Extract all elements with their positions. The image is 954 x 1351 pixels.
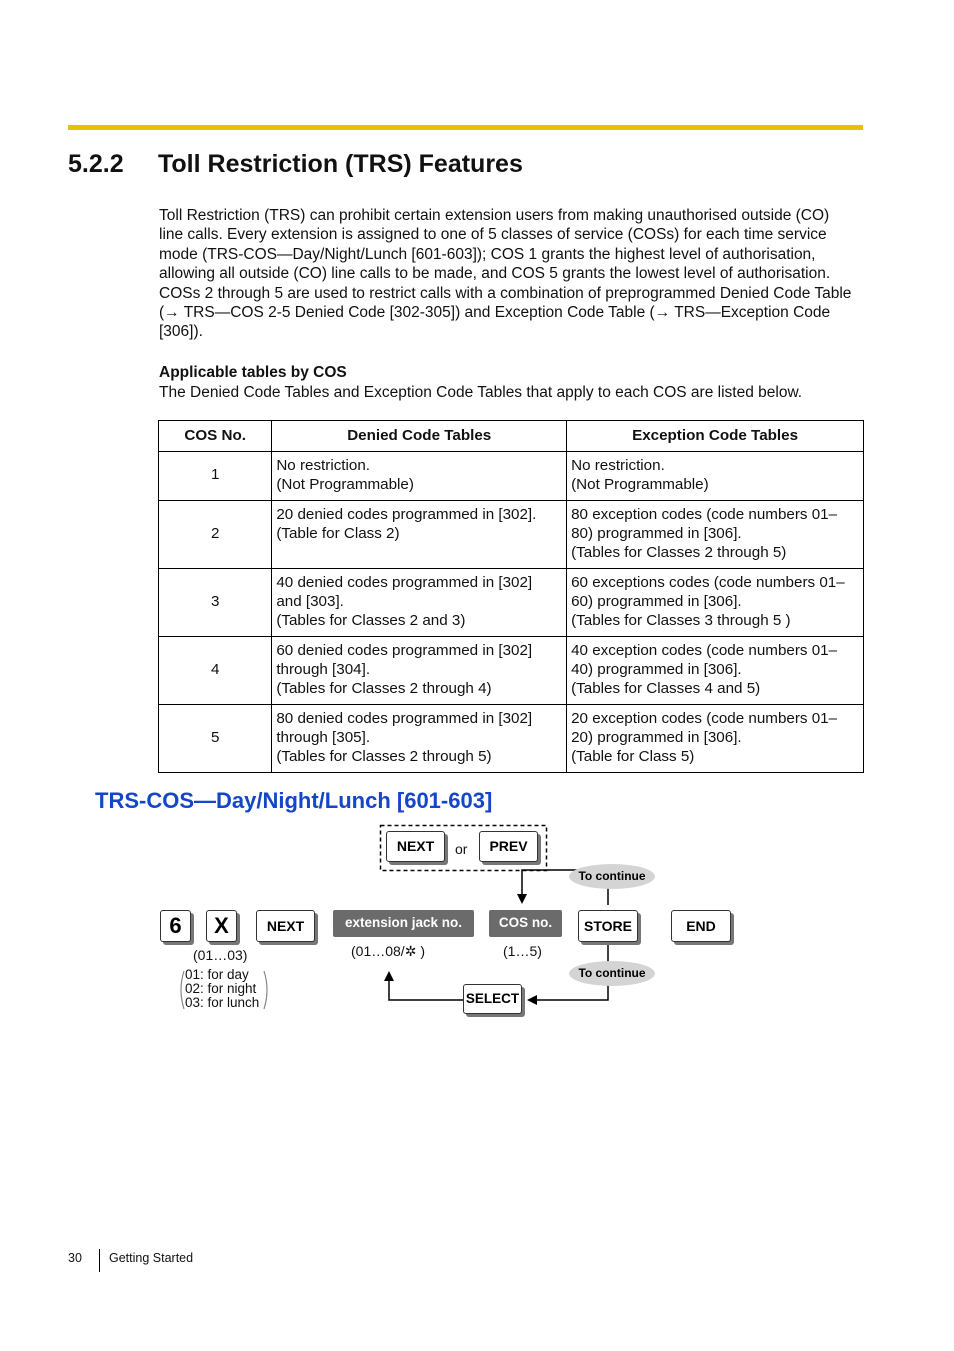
extension-jack-input[interactable]: extension jack no. — [333, 910, 474, 937]
col-header-cos: COS No. — [159, 421, 272, 452]
cell-line: (Tables for Classes 2 through 4) — [276, 680, 492, 698]
cos-number: 3 — [159, 569, 272, 637]
cell-line: (Not Programmable) — [571, 476, 709, 493]
intro-line: [306]). — [159, 323, 203, 341]
extension-range-label: (01…08/✲ ) — [351, 943, 425, 959]
table-row — [159, 501, 864, 569]
table-header-row — [159, 421, 864, 452]
exception-cell — [567, 569, 864, 637]
intro-line: COSs 2 through 5 are used to restrict calls with a combination of preprogrammed Denied Code Table — [159, 284, 852, 302]
mode-range-label: (01…03) — [193, 947, 248, 963]
cos-table — [158, 420, 864, 773]
end-button[interactable]: END — [671, 910, 731, 942]
mode-option-day: 01: for day — [185, 967, 249, 982]
cell-line: 20 denied codes programmed in [302]. — [276, 505, 537, 523]
denied-cell — [272, 452, 567, 501]
or-label: or — [455, 841, 468, 857]
select-return-arrow — [389, 973, 463, 1000]
intro-line: allowing all outside (CO) line calls to be made, and COS 5 grants the lowest level of authorisation. — [159, 265, 831, 283]
table-row — [159, 569, 864, 637]
store-button[interactable]: STORE — [578, 910, 638, 942]
intro-line: Toll Restriction (TRS) can prohibit certain extension users from making unauthorised outside (CO) — [159, 207, 830, 224]
table-row — [159, 705, 864, 773]
applicable-heading: Applicable tables by COS — [159, 364, 347, 381]
cell-line: (Table for Class 5) — [571, 748, 695, 766]
intro-line: (→ TRS—COS 2-5 Denied Code [302-305]) and Exception Code Table (→ TRS—Exception Code — [159, 304, 831, 322]
footer-divider — [99, 1249, 100, 1272]
cos-number: 4 — [159, 637, 272, 705]
section-rule — [68, 125, 863, 130]
cell-line: (Table for Class 2) — [276, 524, 400, 542]
col-header-denied: Denied Code Tables — [272, 421, 567, 452]
cell-line: 80) programmed in [306]. — [571, 524, 742, 542]
col-header-exception: Exception Code Tables — [567, 421, 864, 452]
cell-line: 20 exception codes (code numbers 01– — [571, 709, 838, 727]
cell-line: 60) programmed in [306]. — [571, 592, 742, 610]
cell-line: through [305]. — [276, 728, 371, 746]
cell-line: (Tables for Classes 3 through 5 ) — [571, 612, 791, 630]
exception-cell — [567, 705, 864, 773]
cos-number: 1 — [159, 452, 272, 501]
mode-option-lunch: 03: for lunch — [185, 995, 260, 1010]
cell-line: No restriction. — [571, 456, 665, 474]
cell-line: No restriction. — [276, 456, 371, 474]
options-left-brace — [181, 971, 184, 1009]
cell-line: 40 denied codes programmed in [302] — [276, 573, 533, 591]
cell-line: (Not Programmable) — [276, 476, 414, 493]
options-right-brace — [264, 971, 267, 1009]
exception-cell — [567, 501, 864, 569]
cell-line: 60 denied codes programmed in [302] — [276, 641, 533, 659]
section-title: Toll Restriction (TRS) Features — [158, 150, 523, 178]
intro-line: line calls. Every extension is assigned to one of 5 classes of service (COSs) for each time service — [159, 226, 827, 244]
cell-line: (Tables for Classes 2 through 5) — [276, 748, 492, 766]
page-number: 30 — [68, 1251, 82, 1265]
cell-line: through [304]. — [276, 660, 371, 678]
cos-number-input[interactable]: COS no. — [489, 910, 562, 937]
table-row — [159, 637, 864, 705]
exception-cell — [567, 637, 864, 705]
select-button[interactable]: SELECT — [463, 984, 522, 1014]
mode-options — [185, 968, 259, 1010]
denied-cell — [272, 501, 567, 569]
section-number: 5.2.2 — [68, 150, 124, 178]
key-6[interactable]: 6 — [160, 910, 191, 942]
cell-line: (Tables for Classes 4 and 5) — [571, 680, 761, 698]
section-heading — [68, 150, 523, 179]
cell-line: 20) programmed in [306]. — [571, 728, 742, 746]
to-continue-oval: To continue — [569, 864, 655, 889]
cell-line: 60 exceptions codes (code numbers 01– — [571, 573, 845, 591]
denied-cell — [272, 569, 567, 637]
cos-range-label: (1…5) — [503, 943, 542, 959]
cell-line: 40) programmed in [306]. — [571, 660, 742, 678]
intro-paragraph — [159, 206, 867, 342]
cell-line: 40 exception codes (code numbers 01– — [571, 641, 838, 659]
intro-line: mode (TRS-COS—Day/Night/Lunch [601-603]); COS 1 grants the highest level of authorisation, — [159, 245, 816, 263]
cell-line: 80 exception codes (code numbers 01– — [571, 505, 838, 523]
denied-cell — [272, 637, 567, 705]
cell-line: 80 denied codes programmed in [302] — [276, 709, 533, 727]
next-button[interactable]: NEXT — [256, 910, 315, 942]
exception-cell — [567, 452, 864, 501]
to-continue-oval: To continue — [569, 961, 655, 986]
denied-cell — [272, 705, 567, 773]
cell-line: (Tables for Classes 2 through 5) — [571, 544, 787, 562]
prev-button[interactable]: PREV — [479, 831, 538, 862]
chapter-name: Getting Started — [109, 1251, 194, 1265]
cell-line: and [303]. — [276, 592, 344, 610]
next-button-alt[interactable]: NEXT — [386, 831, 445, 862]
mode-option-night: 02: for night — [185, 981, 257, 996]
cos-number: 2 — [159, 501, 272, 569]
cos-number: 5 — [159, 705, 272, 773]
cell-line: (Tables for Classes 2 and 3) — [276, 612, 466, 630]
table-row — [159, 452, 864, 501]
key-x[interactable]: X — [206, 910, 237, 942]
applicable-text: The Denied Code Tables and Exception Code Tables that apply to each COS are listed below. — [159, 384, 803, 401]
subsection-title: TRS-COS—Day/Night/Lunch [601-603] — [95, 788, 493, 813]
